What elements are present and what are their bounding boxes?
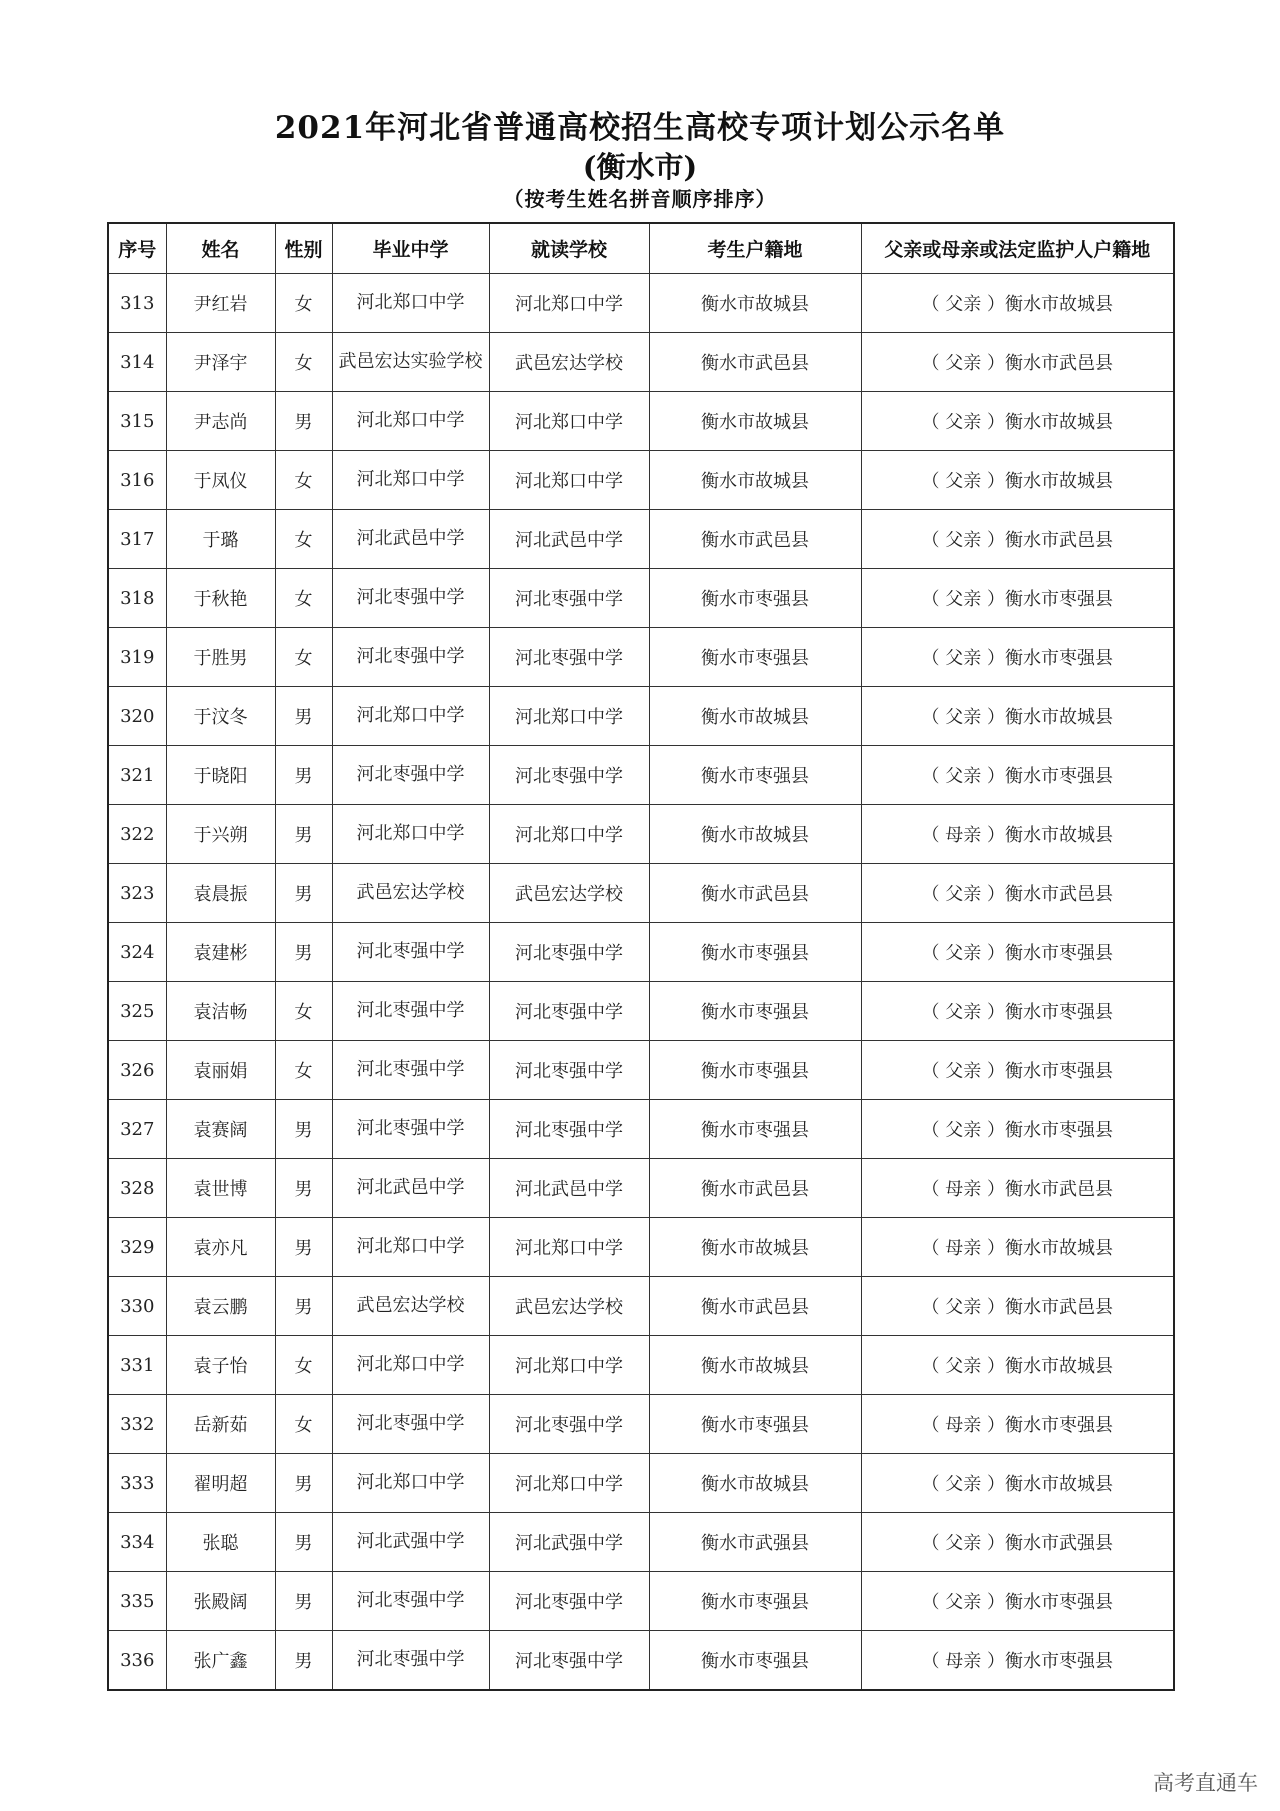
cell-seq: 329 xyxy=(108,1218,166,1277)
cell-gender: 男 xyxy=(275,923,332,982)
cell-residence: 衡水市枣强县 xyxy=(649,1395,861,1454)
cell-study-school: 河北枣强中学 xyxy=(489,1395,649,1454)
cell-gender: 女 xyxy=(275,510,332,569)
cell-name: 张广鑫 xyxy=(166,1631,275,1691)
table-row xyxy=(108,1395,1174,1454)
cell-study-school: 河北郑口中学 xyxy=(489,451,649,510)
cell-residence: 衡水市故城县 xyxy=(649,687,861,746)
cell-residence: 衡水市枣强县 xyxy=(649,746,861,805)
sort-note: （按考生姓名拼音顺序排序） xyxy=(503,187,777,211)
cell-name: 于胜男 xyxy=(166,628,275,687)
cell-study-school: 河北枣强中学 xyxy=(489,569,649,628)
cell-study-school: 河北郑口中学 xyxy=(489,274,649,333)
table-row xyxy=(108,510,1174,569)
cell-seq: 317 xyxy=(108,510,166,569)
cell-grad-school: 河北郑口中学 xyxy=(332,1336,489,1395)
cell-grad-school: 河北枣强中学 xyxy=(332,1100,489,1159)
cell-gender: 男 xyxy=(275,1100,332,1159)
header-guardian-residence: 父亲或母亲或法定监护人户籍地 xyxy=(861,223,1174,274)
cell-seq: 321 xyxy=(108,746,166,805)
cell-grad-school: 武邑宏达学校 xyxy=(332,1277,489,1336)
cell-grad-school: 河北枣强中学 xyxy=(332,746,489,805)
cell-residence: 衡水市枣强县 xyxy=(649,628,861,687)
header-grad-school: 毕业中学 xyxy=(332,223,489,274)
table-row xyxy=(108,1454,1174,1513)
cell-seq: 318 xyxy=(108,569,166,628)
cell-name: 于璐 xyxy=(166,510,275,569)
cell-residence: 衡水市枣强县 xyxy=(649,982,861,1041)
cell-name: 尹泽宇 xyxy=(166,333,275,392)
table-row xyxy=(108,1041,1174,1100)
cell-residence: 衡水市故城县 xyxy=(649,451,861,510)
cell-study-school: 武邑宏达学校 xyxy=(489,333,649,392)
cell-guardian-residence: （ 父亲 ）衡水市武邑县 xyxy=(861,1277,1174,1336)
cell-name: 翟明超 xyxy=(166,1454,275,1513)
cell-seq: 316 xyxy=(108,451,166,510)
cell-name: 于汶冬 xyxy=(166,687,275,746)
cell-study-school: 河北武邑中学 xyxy=(489,510,649,569)
cell-name: 袁洁畅 xyxy=(166,982,275,1041)
table-row xyxy=(108,923,1174,982)
table-row xyxy=(108,1218,1174,1277)
table-row xyxy=(108,1277,1174,1336)
table-row xyxy=(108,746,1174,805)
cell-gender: 女 xyxy=(275,1336,332,1395)
cell-residence: 衡水市故城县 xyxy=(649,805,861,864)
cell-name: 于凤仪 xyxy=(166,451,275,510)
cell-grad-school: 武邑宏达实验学校 xyxy=(332,333,489,392)
cell-guardian-residence: （ 父亲 ）衡水市枣强县 xyxy=(861,923,1174,982)
cell-grad-school: 河北武邑中学 xyxy=(332,510,489,569)
cell-study-school: 河北武强中学 xyxy=(489,1513,649,1572)
cell-guardian-residence: （ 父亲 ）衡水市故城县 xyxy=(861,451,1174,510)
cell-seq: 322 xyxy=(108,805,166,864)
table-row xyxy=(108,1336,1174,1395)
roster-table xyxy=(107,222,1175,1691)
table-row xyxy=(108,569,1174,628)
cell-name: 袁亦凡 xyxy=(166,1218,275,1277)
cell-name: 岳新茹 xyxy=(166,1395,275,1454)
table-row xyxy=(108,628,1174,687)
cell-grad-school: 河北枣强中学 xyxy=(332,1631,489,1691)
cell-grad-school: 河北枣强中学 xyxy=(332,569,489,628)
cell-residence: 衡水市故城县 xyxy=(649,392,861,451)
cell-residence: 衡水市故城县 xyxy=(649,1218,861,1277)
table-row xyxy=(108,1631,1174,1691)
cell-seq: 331 xyxy=(108,1336,166,1395)
cell-grad-school: 河北枣强中学 xyxy=(332,1395,489,1454)
cell-name: 袁建彬 xyxy=(166,923,275,982)
table-body xyxy=(108,274,1174,1691)
cell-name: 张聪 xyxy=(166,1513,275,1572)
cell-seq: 332 xyxy=(108,1395,166,1454)
table-row xyxy=(108,1513,1174,1572)
cell-seq: 324 xyxy=(108,923,166,982)
table-row xyxy=(108,451,1174,510)
cell-study-school: 武邑宏达学校 xyxy=(489,1277,649,1336)
cell-guardian-residence: （ 父亲 ）衡水市故城县 xyxy=(861,1454,1174,1513)
cell-study-school: 河北枣强中学 xyxy=(489,628,649,687)
cell-guardian-residence: （ 母亲 ）衡水市枣强县 xyxy=(861,1631,1174,1691)
cell-study-school: 河北枣强中学 xyxy=(489,746,649,805)
cell-seq: 314 xyxy=(108,333,166,392)
cell-guardian-residence: （ 母亲 ）衡水市枣强县 xyxy=(861,1395,1174,1454)
cell-gender: 女 xyxy=(275,333,332,392)
cell-seq: 335 xyxy=(108,1572,166,1631)
header-seq: 序号 xyxy=(108,223,166,274)
cell-study-school: 河北枣强中学 xyxy=(489,1041,649,1100)
table-row xyxy=(108,687,1174,746)
cell-guardian-residence: （ 父亲 ）衡水市武邑县 xyxy=(861,510,1174,569)
watermark: 高考直通车 xyxy=(1153,1771,1258,1795)
cell-name: 袁云鹏 xyxy=(166,1277,275,1336)
cell-gender: 男 xyxy=(275,1277,332,1336)
cell-name: 于晓阳 xyxy=(166,746,275,805)
cell-study-school: 河北枣强中学 xyxy=(489,1100,649,1159)
cell-gender: 女 xyxy=(275,274,332,333)
cell-seq: 327 xyxy=(108,1100,166,1159)
cell-guardian-residence: （ 父亲 ）衡水市武邑县 xyxy=(861,333,1174,392)
cell-grad-school: 河北枣强中学 xyxy=(332,923,489,982)
cell-residence: 衡水市故城县 xyxy=(649,1336,861,1395)
cell-name: 袁赛阔 xyxy=(166,1100,275,1159)
cell-grad-school: 河北枣强中学 xyxy=(332,1041,489,1100)
cell-grad-school: 河北郑口中学 xyxy=(332,805,489,864)
cell-residence: 衡水市武强县 xyxy=(649,1513,861,1572)
cell-residence: 衡水市武邑县 xyxy=(649,333,861,392)
cell-seq: 333 xyxy=(108,1454,166,1513)
cell-guardian-residence: （ 父亲 ）衡水市故城县 xyxy=(861,687,1174,746)
header-residence: 考生户籍地 xyxy=(649,223,861,274)
cell-study-school: 河北枣强中学 xyxy=(489,1631,649,1691)
table-row xyxy=(108,274,1174,333)
document-title: 2021年河北省普通高校招生高校专项计划公示名单 xyxy=(274,110,1006,146)
cell-gender: 男 xyxy=(275,1454,332,1513)
cell-seq: 320 xyxy=(108,687,166,746)
cell-grad-school: 河北郑口中学 xyxy=(332,451,489,510)
cell-grad-school: 河北武强中学 xyxy=(332,1513,489,1572)
cell-seq: 325 xyxy=(108,982,166,1041)
cell-name: 于兴朔 xyxy=(166,805,275,864)
cell-grad-school: 武邑宏达学校 xyxy=(332,864,489,923)
cell-residence: 衡水市武邑县 xyxy=(649,1159,861,1218)
cell-grad-school: 河北武邑中学 xyxy=(332,1159,489,1218)
cell-residence: 衡水市武邑县 xyxy=(649,510,861,569)
cell-name: 袁子怡 xyxy=(166,1336,275,1395)
cell-study-school: 河北郑口中学 xyxy=(489,687,649,746)
cell-gender: 男 xyxy=(275,864,332,923)
cell-name: 袁丽娟 xyxy=(166,1041,275,1100)
table-row xyxy=(108,333,1174,392)
table-header-row xyxy=(108,223,1174,274)
header-study-school: 就读学校 xyxy=(489,223,649,274)
cell-guardian-residence: （ 母亲 ）衡水市故城县 xyxy=(861,1218,1174,1277)
cell-residence: 衡水市枣强县 xyxy=(649,1041,861,1100)
cell-guardian-residence: （ 父亲 ）衡水市枣强县 xyxy=(861,746,1174,805)
cell-gender: 男 xyxy=(275,746,332,805)
cell-name: 袁晨振 xyxy=(166,864,275,923)
table-row xyxy=(108,805,1174,864)
cell-residence: 衡水市故城县 xyxy=(649,1454,861,1513)
table-row xyxy=(108,982,1174,1041)
cell-grad-school: 河北郑口中学 xyxy=(332,274,489,333)
cell-residence: 衡水市武邑县 xyxy=(649,1277,861,1336)
cell-study-school: 河北枣强中学 xyxy=(489,982,649,1041)
cell-gender: 女 xyxy=(275,982,332,1041)
cell-grad-school: 河北郑口中学 xyxy=(332,1218,489,1277)
cell-gender: 男 xyxy=(275,1572,332,1631)
cell-residence: 衡水市枣强县 xyxy=(649,923,861,982)
cell-guardian-residence: （ 父亲 ）衡水市枣强县 xyxy=(861,982,1174,1041)
cell-study-school: 河北郑口中学 xyxy=(489,805,649,864)
cell-guardian-residence: （ 父亲 ）衡水市枣强县 xyxy=(861,1572,1174,1631)
table-row xyxy=(108,864,1174,923)
table-row xyxy=(108,1159,1174,1218)
cell-residence: 衡水市枣强县 xyxy=(649,1631,861,1691)
cell-name: 尹红岩 xyxy=(166,274,275,333)
cell-seq: 328 xyxy=(108,1159,166,1218)
cell-guardian-residence: （ 父亲 ）衡水市故城县 xyxy=(861,392,1174,451)
cell-residence: 衡水市武邑县 xyxy=(649,864,861,923)
cell-seq: 334 xyxy=(108,1513,166,1572)
cell-study-school: 河北郑口中学 xyxy=(489,1454,649,1513)
table-row xyxy=(108,1100,1174,1159)
cell-seq: 323 xyxy=(108,864,166,923)
cell-guardian-residence: （ 母亲 ）衡水市故城县 xyxy=(861,805,1174,864)
cell-guardian-residence: （ 父亲 ）衡水市故城县 xyxy=(861,1336,1174,1395)
cell-grad-school: 河北郑口中学 xyxy=(332,392,489,451)
cell-study-school: 河北郑口中学 xyxy=(489,1336,649,1395)
cell-gender: 女 xyxy=(275,1395,332,1454)
table-row xyxy=(108,1572,1174,1631)
cell-seq: 315 xyxy=(108,392,166,451)
cell-grad-school: 河北枣强中学 xyxy=(332,982,489,1041)
cell-guardian-residence: （ 父亲 ）衡水市枣强县 xyxy=(861,569,1174,628)
table-row xyxy=(108,392,1174,451)
cell-gender: 男 xyxy=(275,392,332,451)
cell-seq: 330 xyxy=(108,1277,166,1336)
cell-study-school: 河北枣强中学 xyxy=(489,923,649,982)
cell-study-school: 河北武邑中学 xyxy=(489,1159,649,1218)
cell-name: 袁世博 xyxy=(166,1159,275,1218)
cell-seq: 326 xyxy=(108,1041,166,1100)
cell-grad-school: 河北枣强中学 xyxy=(332,1572,489,1631)
cell-gender: 男 xyxy=(275,805,332,864)
cell-residence: 衡水市枣强县 xyxy=(649,1100,861,1159)
cell-gender: 男 xyxy=(275,1631,332,1691)
cell-gender: 女 xyxy=(275,451,332,510)
cell-study-school: 武邑宏达学校 xyxy=(489,864,649,923)
cell-guardian-residence: （ 父亲 ）衡水市枣强县 xyxy=(861,1041,1174,1100)
cell-seq: 313 xyxy=(108,274,166,333)
cell-gender: 女 xyxy=(275,628,332,687)
cell-gender: 男 xyxy=(275,1159,332,1218)
cell-guardian-residence: （ 父亲 ）衡水市武邑县 xyxy=(861,864,1174,923)
cell-seq: 319 xyxy=(108,628,166,687)
cell-guardian-residence: （ 父亲 ）衡水市故城县 xyxy=(861,274,1174,333)
cell-gender: 女 xyxy=(275,1041,332,1100)
cell-gender: 男 xyxy=(275,1218,332,1277)
cell-name: 张殿阔 xyxy=(166,1572,275,1631)
cell-study-school: 河北郑口中学 xyxy=(489,1218,649,1277)
header-gender: 性别 xyxy=(275,223,332,274)
cell-name: 尹志尚 xyxy=(166,392,275,451)
cell-study-school: 河北枣强中学 xyxy=(489,1572,649,1631)
cell-guardian-residence: （ 父亲 ）衡水市枣强县 xyxy=(861,1100,1174,1159)
cell-grad-school: 河北郑口中学 xyxy=(332,687,489,746)
document-subtitle: (衡水市) xyxy=(582,150,698,184)
cell-gender: 男 xyxy=(275,687,332,746)
cell-name: 于秋艳 xyxy=(166,569,275,628)
cell-residence: 衡水市枣强县 xyxy=(649,1572,861,1631)
cell-gender: 男 xyxy=(275,1513,332,1572)
cell-grad-school: 河北郑口中学 xyxy=(332,1454,489,1513)
cell-gender: 女 xyxy=(275,569,332,628)
cell-guardian-residence: （ 母亲 ）衡水市武邑县 xyxy=(861,1159,1174,1218)
cell-study-school: 河北郑口中学 xyxy=(489,392,649,451)
cell-guardian-residence: （ 父亲 ）衡水市枣强县 xyxy=(861,628,1174,687)
cell-residence: 衡水市故城县 xyxy=(649,274,861,333)
cell-seq: 336 xyxy=(108,1631,166,1691)
header-name: 姓名 xyxy=(166,223,275,274)
cell-residence: 衡水市枣强县 xyxy=(649,569,861,628)
cell-guardian-residence: （ 父亲 ）衡水市武强县 xyxy=(861,1513,1174,1572)
cell-grad-school: 河北枣强中学 xyxy=(332,628,489,687)
